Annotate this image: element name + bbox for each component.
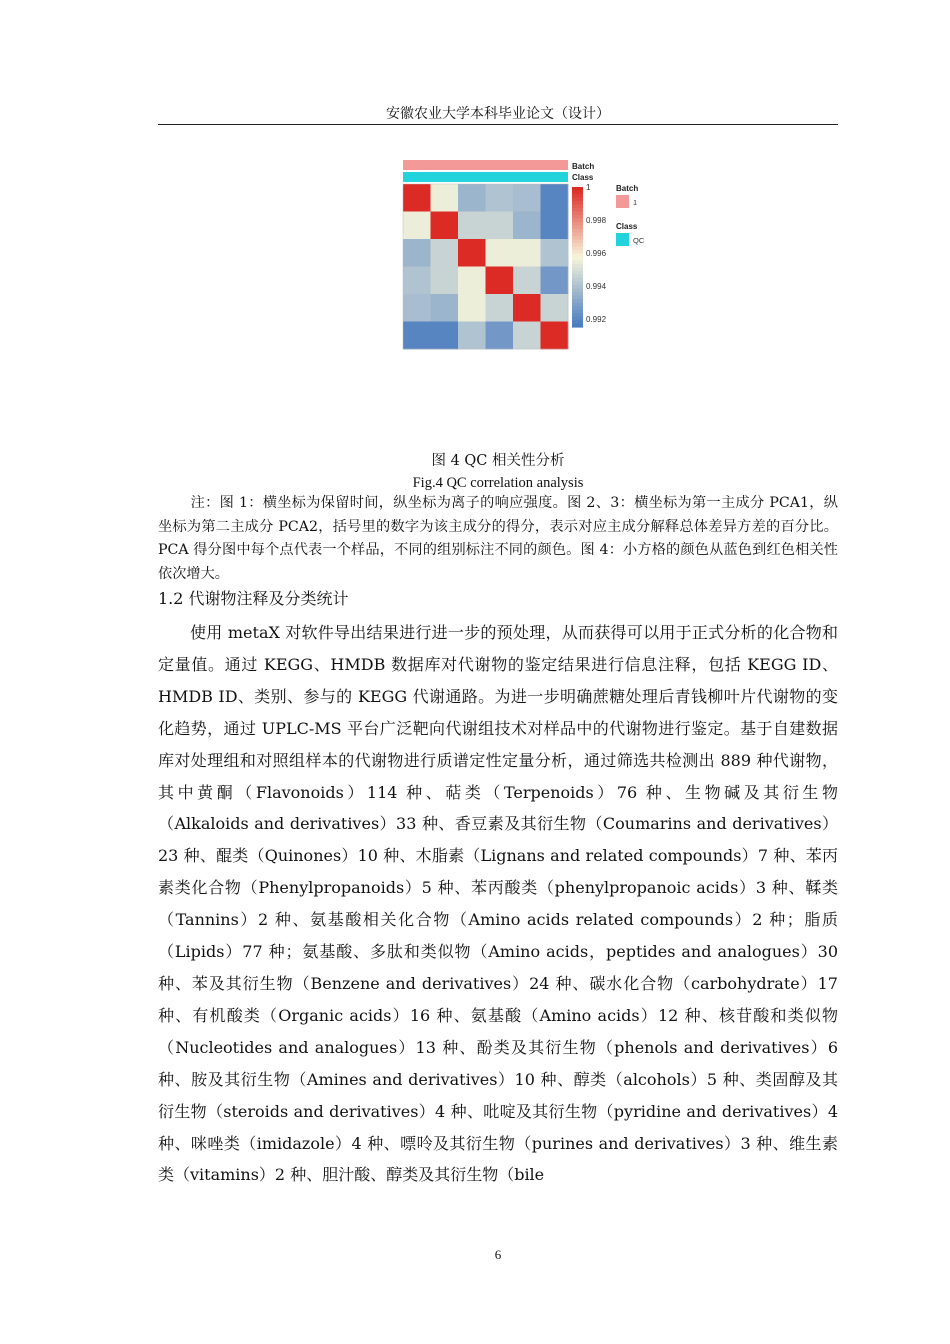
legend-label-class: QC xyxy=(633,236,645,245)
colorbar-segment xyxy=(572,310,583,314)
figure-note-text: 注：图 1：横坐标为保留时间，纵坐标为离子的响应强度。图 2、3：横坐标为第一主成分 PCA1，纵坐标为第二主成分 PCA2，括号里的数字为该主成分的得分，表示对应主成分解释总体差异方差的百分比。PCA 得分图中每个点代表一个样品，不同的组别标注不同的颜色。图 4：小方格的颜色从蓝色到红色相关性依次增大。 xyxy=(158,495,838,582)
class-annotation-bar xyxy=(403,172,568,182)
heatmap-cell-4-1 xyxy=(431,294,459,322)
annotation-label-class: Class xyxy=(572,173,594,182)
legend-label-batch: 1 xyxy=(633,198,638,207)
colorbar-segment xyxy=(572,236,583,240)
heatmap-cell-2-3 xyxy=(486,239,514,267)
colorbar-segment xyxy=(572,247,583,251)
colorbar-segment xyxy=(572,198,583,202)
heatmap-cell-2-2 xyxy=(458,239,486,267)
heatmap-cell-3-3 xyxy=(486,267,514,295)
heatmap-cell-2-5 xyxy=(541,239,569,267)
colorbar-tick-label: 1 xyxy=(586,183,591,192)
colorbar-segment xyxy=(572,240,583,244)
legend-title-class: Class xyxy=(616,222,638,231)
heatmap-cell-0-1 xyxy=(431,184,459,212)
legend-title-batch: Batch xyxy=(616,184,639,193)
heatmap-cell-3-1 xyxy=(431,267,459,295)
heatmap-cell-5-0 xyxy=(403,322,431,350)
heatmap-cell-5-1 xyxy=(431,322,459,350)
heatmap-cell-4-4 xyxy=(513,294,541,322)
colorbar-segment xyxy=(572,201,583,205)
colorbar-segment xyxy=(572,243,583,247)
colorbar-segment xyxy=(572,324,583,328)
heatmap-cell-3-2 xyxy=(458,267,486,295)
qc-correlation-heatmap xyxy=(400,155,660,415)
colorbar-segment xyxy=(572,320,583,324)
running-header: 安徽农业大学本科毕业论文（设计） xyxy=(386,106,610,122)
page-number: 6 xyxy=(494,1247,502,1262)
heatmap-cell-0-0 xyxy=(403,184,431,212)
colorbar-segment xyxy=(572,282,583,286)
colorbar-segment xyxy=(572,313,583,317)
colorbar-segment xyxy=(572,289,583,293)
heatmap-cell-2-4 xyxy=(513,239,541,267)
heatmap-cell-3-0 xyxy=(403,267,431,295)
colorbar-segment xyxy=(572,191,583,195)
colorbar-segment xyxy=(572,285,583,289)
colorbar-tick-label: 0.992 xyxy=(586,314,607,324)
colorbar-segment xyxy=(572,250,583,254)
heatmap-cell-3-4 xyxy=(513,267,541,295)
heatmap-cell-1-0 xyxy=(403,212,431,240)
colorbar-segment xyxy=(572,303,583,307)
heatmap-cell-5-5 xyxy=(541,322,569,350)
heatmap-cell-4-2 xyxy=(458,294,486,322)
colorbar-segment xyxy=(572,264,583,268)
colorbar-segment xyxy=(572,292,583,296)
heatmap-cell-1-1 xyxy=(431,212,459,240)
body-paragraph-text: 使用 metaX 对软件导出结果进行进一步的预处理，从而获得可以用于正式分析的化合物和定量值。通过 KEGG、HMDB 数据库对代谢物的鉴定结果进行信息注释，包括 KEGG ID、HMDB ID、类别、参与的 KEGG 代谢通路。为进一步明确蔗糖处理后青钱柳叶片代谢物的变化趋势，通过 UPLC-MS 平台广泛靶向代谢组技术对样品中的代谢物进行鉴定。基于自建数据库对处理组和对照组样本的代谢物进行质谱定性定量分析，通过筛选共检测出 889 种代谢物，其中黄酮（Flavonoids）114 种、萜类（Terpenoids）76 种、生物碱及其衍生物（Alkaloids and derivatives）33 种、香豆素及其衍生物（Coumarins and derivatives）23 种、醌类（Quinones）10 种、木脂素（Lignans and related compounds）7 种、苯丙素类化合物（Phenylpropanoids）5 种、苯丙酸类（phenylpropanoic acids）3 种、鞣类（Tannins）2 种、氨基酸相关化合物（Amino acids related compounds）2 种；脂质（Lipids）77 种；氨基酸、多肽和类似物（Amino acids，peptides and analogues）30 种、苯及其衍生物（Benzene and derivatives）24 种、碳水化合物（carbohydrate）17 种、有机酸类（Organic acids）16 种、氨基酸（Amino acids）12 种、核苷酸和类似物（Nucleotides and analogues）13 种、酚类及其衍生物（phenols and derivatives）6 种、胺及其衍生物（Amines and derivatives）10 种、醇类（alcohols）5 种、类固醇及其衍生物（steroids and derivatives）4 种、吡啶及其衍生物（pyridine and derivatives）4 种、咪唑类（imidazole）4 种、嘌呤及其衍生物（purines and derivatives）3 种、维生素类（vitamins）2 种、胆汁酸、醇类及其衍生物（bile xyxy=(158,623,838,1185)
colorbar-segment xyxy=(572,271,583,275)
figure-caption-cn: 图 4 QC 相关性分析 xyxy=(431,453,565,469)
colorbar-segment xyxy=(572,212,583,216)
colorbar-tick-label: 0.994 xyxy=(586,281,607,291)
legend-swatch-batch xyxy=(616,195,629,208)
heatmap-cell-2-1 xyxy=(431,239,459,267)
colorbar-segment xyxy=(572,222,583,226)
heatmap-cell-1-2 xyxy=(458,212,486,240)
colorbar-segment xyxy=(572,219,583,223)
heatmap-cell-0-3 xyxy=(486,184,514,212)
colorbar-segment xyxy=(572,208,583,212)
colorbar-segment xyxy=(572,317,583,321)
colorbar-segment xyxy=(572,299,583,303)
heatmap-cell-4-5 xyxy=(541,294,569,322)
colorbar-segment xyxy=(572,226,583,230)
annotation-label-batch: Batch xyxy=(572,162,595,171)
heatmap-cell-4-0 xyxy=(403,294,431,322)
batch-annotation-bar xyxy=(403,160,568,170)
heatmap-cell-1-4 xyxy=(513,212,541,240)
heatmap-cell-2-0 xyxy=(403,239,431,267)
body-paragraph xyxy=(158,617,838,1191)
header-rule xyxy=(158,124,838,125)
colorbar-segment xyxy=(572,229,583,233)
heatmap-cell-4-3 xyxy=(486,294,514,322)
colorbar-segment xyxy=(572,296,583,300)
colorbar-segment xyxy=(572,215,583,219)
heatmap-cell-0-4 xyxy=(513,184,541,212)
colorbar-segment xyxy=(572,261,583,265)
colorbar-segment xyxy=(572,275,583,279)
heatmap-cell-1-3 xyxy=(486,212,514,240)
heatmap-cell-5-4 xyxy=(513,322,541,350)
legend-swatch-class xyxy=(616,233,629,246)
colorbar-segment xyxy=(572,306,583,310)
colorbar-tick-label: 0.998 xyxy=(586,215,607,225)
heatmap-cell-0-2 xyxy=(458,184,486,212)
heatmap-cell-5-3 xyxy=(486,322,514,350)
heatmap-cell-5-2 xyxy=(458,322,486,350)
colorbar-segment xyxy=(572,254,583,258)
section-heading: 1.2 代谢物注释及分类统计 xyxy=(158,589,349,608)
figure-note xyxy=(158,492,838,586)
colorbar-segment xyxy=(572,194,583,198)
heatmap-cell-0-5 xyxy=(541,184,569,212)
figure-caption-en: Fig.4 QC correlation analysis xyxy=(412,475,584,491)
heatmap-cell-1-5 xyxy=(541,212,569,240)
colorbar-segment xyxy=(572,233,583,237)
colorbar-tick-label: 0.996 xyxy=(586,248,607,258)
colorbar-segment xyxy=(572,278,583,282)
colorbar-segment xyxy=(572,205,583,209)
colorbar-segment xyxy=(572,268,583,272)
colorbar-segment xyxy=(572,257,583,261)
heatmap-cell-3-5 xyxy=(541,267,569,295)
colorbar-segment xyxy=(572,187,583,191)
